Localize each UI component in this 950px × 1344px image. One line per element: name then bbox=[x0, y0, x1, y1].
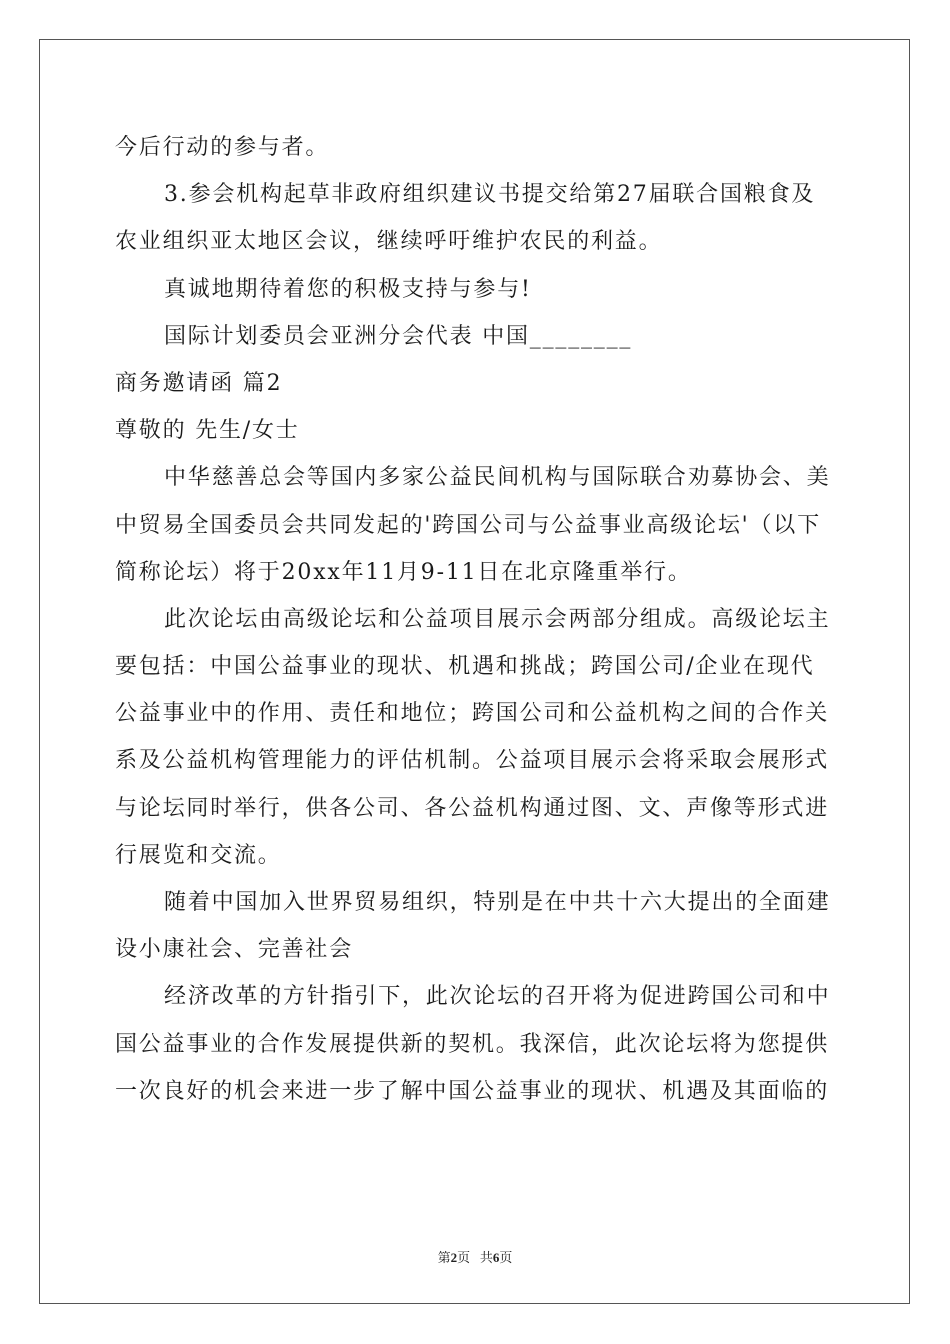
current-page-number: 2 bbox=[450, 1250, 458, 1265]
text-line: 中贸易全国委员会共同发起的'跨国公司与公益事业高级论坛'（以下 bbox=[115, 512, 821, 538]
text-line: 中华慈善总会等国内多家公益民间机构与国际联合劝募协会、美 bbox=[164, 465, 831, 491]
page-label: 页 bbox=[457, 1250, 471, 1265]
text-line: 国公益事业的合作发展提供新的契机。我深信，此次论坛将为您提供 bbox=[115, 1031, 830, 1057]
text-line: 3.参会机构起草非政府组织建议书提交给第27届联合国粮食及 bbox=[164, 182, 816, 208]
total-prefix: 共 bbox=[479, 1250, 493, 1265]
text-line: 行展览和交流。 bbox=[115, 842, 282, 868]
text-line: 经济改革的方针指引下，此次论坛的召开将为促进跨国公司和中 bbox=[164, 984, 831, 1010]
salutation: 尊敬的 先生/女士 bbox=[115, 418, 300, 444]
document-body bbox=[115, 124, 835, 1115]
text-line: 农业组织亚太地区会议，继续呼吁维护农民的利益。 bbox=[115, 229, 663, 255]
text-line: 真诚地期待着您的积极支持与参与! bbox=[164, 276, 532, 302]
text-line: 随着中国加入世界贸易组织，特别是在中共十六大提出的全面建 bbox=[164, 890, 831, 915]
text-line: 公益事业中的作用、责任和地位；跨国公司和公益机构之间的合作关 bbox=[115, 701, 830, 727]
total-label: 页 bbox=[499, 1250, 513, 1265]
section-heading: 商务邀请函 篇2 bbox=[115, 370, 283, 396]
total-pages-number: 6 bbox=[492, 1250, 500, 1265]
text-line: 一次良好的机会来进一步了解中国公益事业的现状、机遇及其面临的 bbox=[115, 1078, 830, 1104]
text-line: 要包括：中国公益事业的现状、机遇和挑战；跨国公司/企业在现代 bbox=[115, 654, 815, 680]
text-line: 简称论坛）将于20xx年11月9-11日在北京隆重举行。 bbox=[115, 559, 692, 585]
page-footer bbox=[0, 1247, 950, 1266]
page-prefix: 第 bbox=[437, 1250, 451, 1265]
text-line: 今后行动的参与者。 bbox=[115, 135, 330, 160]
text-line: 此次论坛由高级论坛和公益项目展示会两部分组成。高级论坛主 bbox=[164, 606, 831, 632]
text-line: 与论坛同时举行，供各公司、各公益机构通过图、文、声像等形式进 bbox=[115, 795, 830, 821]
text-line: 系及公益机构管理能力的评估机制。公益项目展示会将采取会展形式 bbox=[115, 748, 830, 774]
text-line: 设小康社会、完善社会 bbox=[115, 937, 354, 963]
signature-line: 国际计划委员会亚洲分会代表 中国________ bbox=[164, 323, 633, 349]
